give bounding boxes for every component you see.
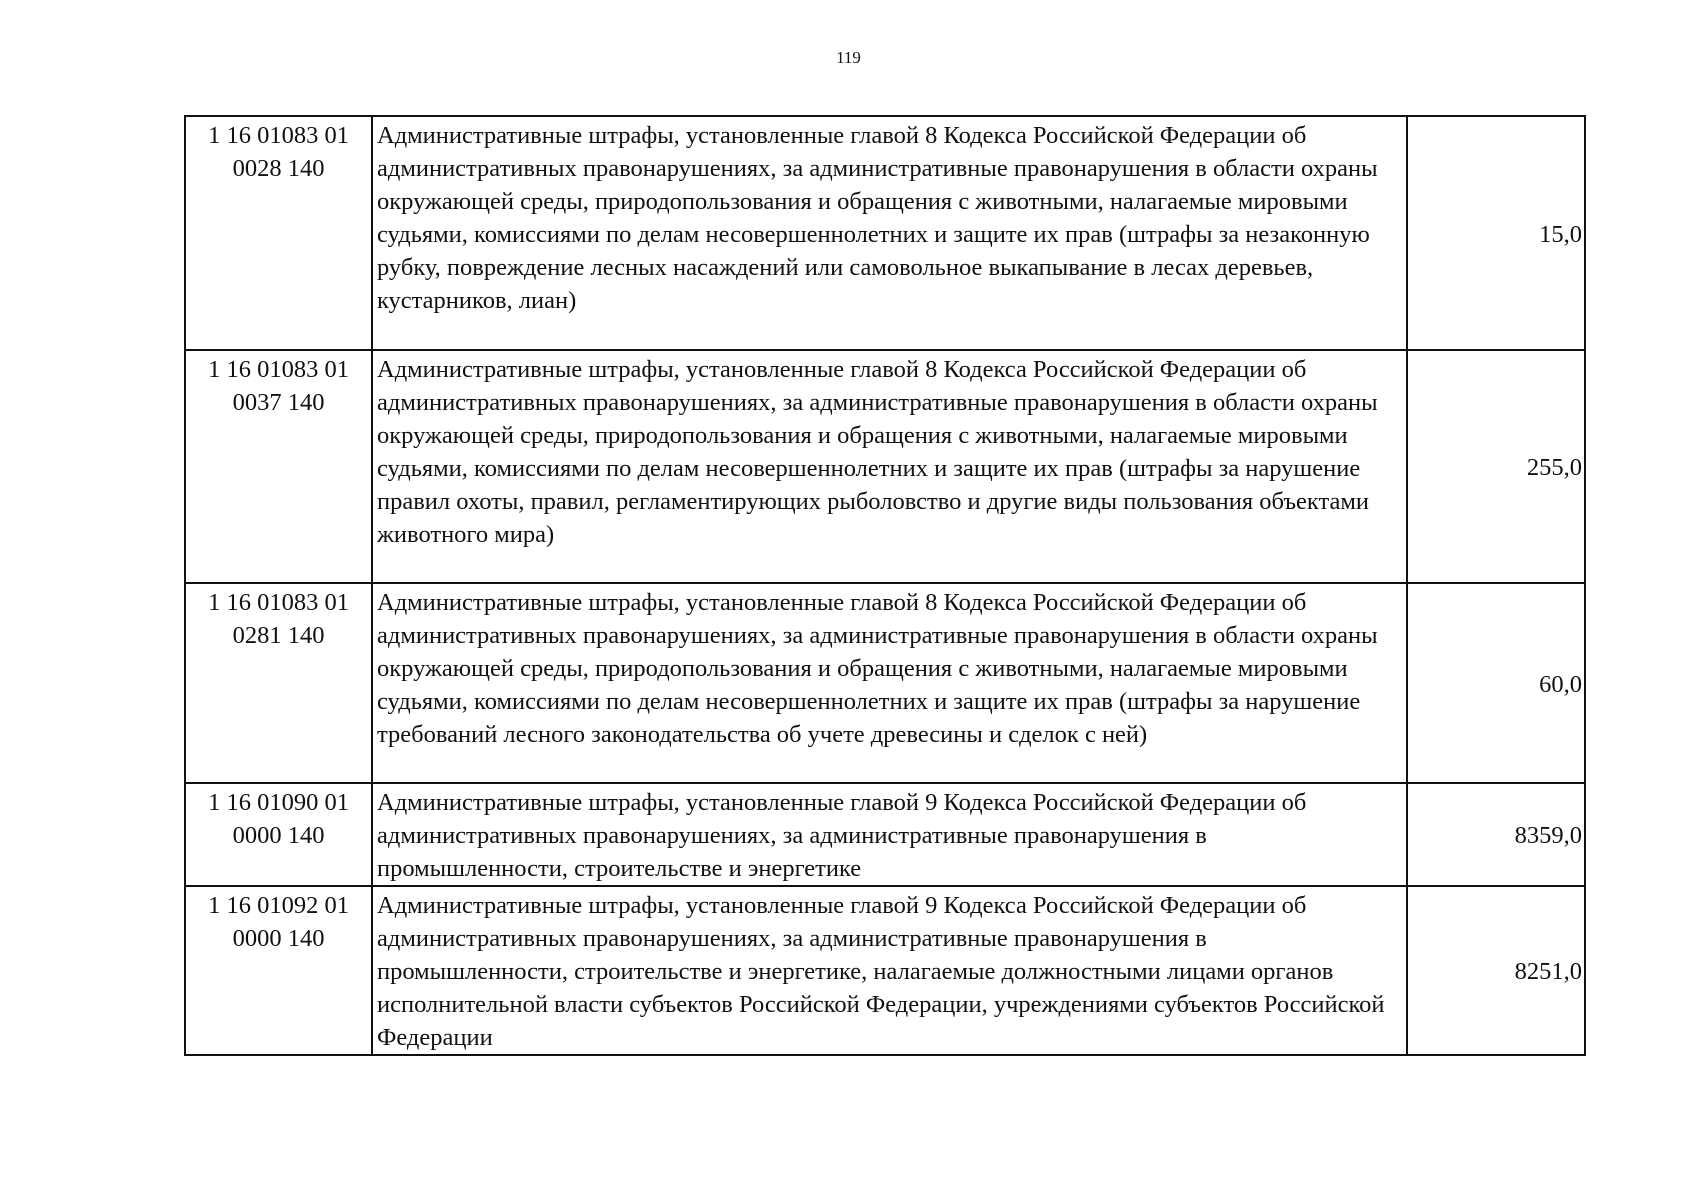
description-cell: Административные штрафы, установленные главой 8 Кодекса Российской Федерации об административных правонарушениях, за административные правонарушения в области охраны окружающей среды, природопользования и обращения с животными, налагаемые мировыми судьями, комиссиями по делам несовершеннолетних и защите их прав (штрафы за нарушение требований лесного законодательства об учете древесины и сделок с ней) <box>372 583 1407 783</box>
budget-code-cell: 1 16 01083 01 0037 140 <box>185 350 372 583</box>
amount-cell: 8359,0 <box>1407 783 1585 886</box>
page-number: 119 <box>836 48 861 67</box>
table-row <box>185 116 1585 350</box>
amount-cell: 60,0 <box>1407 583 1585 783</box>
table-row <box>185 783 1585 886</box>
budget-code-cell: 1 16 01090 01 0000 140 <box>185 783 372 886</box>
table-row <box>185 886 1585 1055</box>
table-row <box>185 350 1585 583</box>
description-cell: Административные штрафы, установленные главой 9 Кодекса Российской Федерации об административных правонарушениях, за административные правонарушения в промышленности, строительстве и энергетике, налагаемые должностными лицами органов исполнительной власти субъектов Российской Федерации, учреждениями субъектов Российской Федерации <box>372 886 1407 1055</box>
description-cell: Административные штрафы, установленные главой 8 Кодекса Российской Федерации об административных правонарушениях, за административные правонарушения в области охраны окружающей среды, природопользования и обращения с животными, налагаемые мировыми судьями, комиссиями по делам несовершеннолетних и защите их прав (штрафы за нарушение правил охоты, правил, регламентирующих рыболовство и другие виды пользования объектами животного мира) <box>372 350 1407 583</box>
amount-cell: 15,0 <box>1407 116 1585 350</box>
description-cell: Административные штрафы, установленные главой 8 Кодекса Российской Федерации об административных правонарушениях, за административные правонарушения в области охраны окружающей среды, природопользования и обращения с животными, налагаемые мировыми судьями, комиссиями по делам несовершеннолетних и защите их прав (штрафы за незаконную рубку, повреждение лесных насаждений или самовольное выкапывание в лесах деревьев, кустарников, лиан) <box>372 116 1407 350</box>
budget-code-cell: 1 16 01092 01 0000 140 <box>185 886 372 1055</box>
description-cell: Административные штрафы, установленные главой 9 Кодекса Российской Федерации об административных правонарушениях, за административные правонарушения в промышленности, строительстве и энергетике <box>372 783 1407 886</box>
budget-code-cell: 1 16 01083 01 0028 140 <box>185 116 372 350</box>
budget-code-cell: 1 16 01083 01 0281 140 <box>185 583 372 783</box>
budget-revenue-table <box>184 115 1586 1056</box>
amount-cell: 255,0 <box>1407 350 1585 583</box>
amount-cell: 8251,0 <box>1407 886 1585 1055</box>
table-row <box>185 583 1585 783</box>
